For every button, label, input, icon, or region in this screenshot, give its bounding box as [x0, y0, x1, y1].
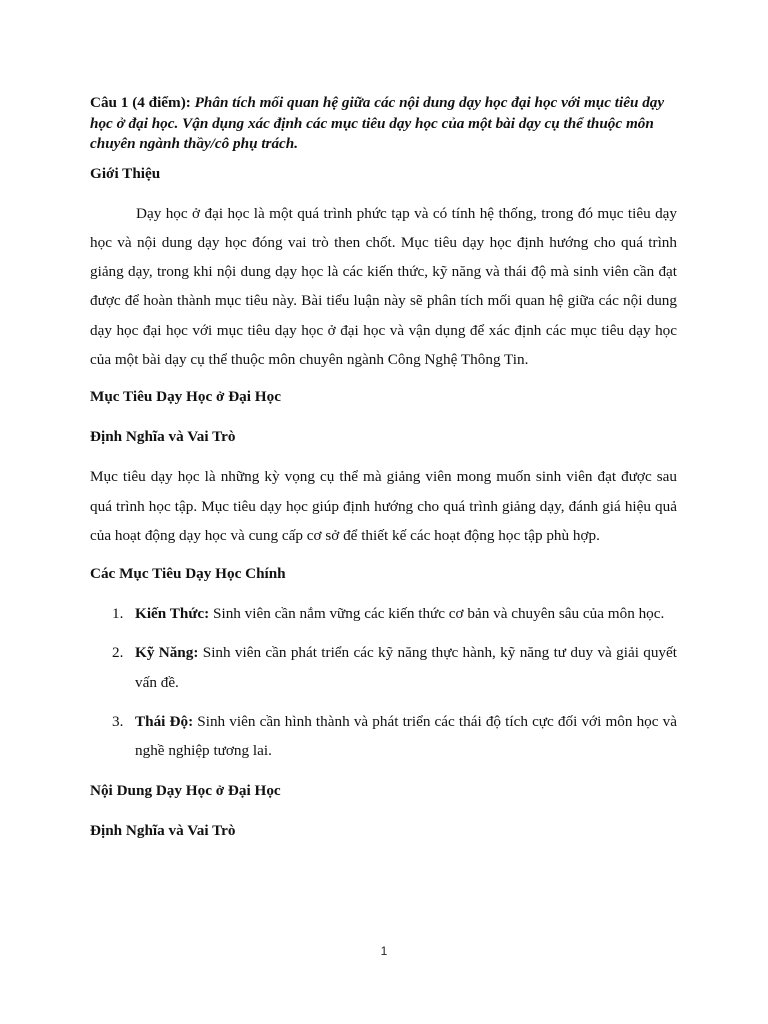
- page-content: [90, 93, 677, 841]
- main-objectives-heading: Các Mục Tiêu Dạy Học Chính: [90, 565, 286, 583]
- list-item-number: 3.: [112, 713, 124, 731]
- list-item: [90, 599, 677, 628]
- list-item-text: Sinh viên cần hình thành và phát triển các thái độ tích cực đối với môn học và nghề nghiệp tương lai.: [135, 713, 677, 760]
- list-item-term: Kỹ Năng:: [135, 644, 199, 662]
- intro-heading: Giới Thiệu: [90, 164, 161, 182]
- list-item-number: 2.: [112, 644, 124, 662]
- objectives-paragraph: Mục tiêu dạy học là những kỳ vọng cụ thể mà giảng viên mong muốn sinh viên đạt được sau quá trình học tập. Mục tiêu dạy học giúp định hướng cho quá trình giảng dạy, đánh giá hiệu quả của hoạt động dạy học và cung cấp cơ sở để thiết kế các hoạt động học tập phù hợp.: [90, 468, 677, 544]
- list-item-term: Kiến Thức:: [135, 605, 210, 623]
- main-objectives-list: [90, 599, 677, 765]
- question-text: Phân tích mối quan hệ giữa các nội dung dạy học đại học với mục tiêu dạy học ở đại học. Vận dụng xác định các mục tiêu dạy học của một bài dạy cụ thể thuộc môn chuyên ngành thầy/cô phụ trách.: [90, 94, 665, 152]
- page-number: 1: [380, 944, 388, 958]
- list-item: [90, 707, 677, 766]
- content-definition-heading: Định Nghĩa và Vai Trò: [90, 821, 236, 839]
- list-item-text: Sinh viên cần nắm vững các kiến thức cơ bản và chuyên sâu của môn học.: [209, 605, 665, 623]
- list-item-text: Sinh viên cần phát triển các kỹ năng thực hành, kỹ năng tư duy và giải quyết vấn đề.: [135, 644, 677, 691]
- objectives-heading: Mục Tiêu Dạy Học ở Đại Học: [90, 388, 281, 406]
- question-label: Câu 1 (4 điểm):: [90, 94, 191, 111]
- intro-paragraph: Dạy học ở đại học là một quá trình phức tạp và có tính hệ thống, trong đó mục tiêu dạy học và nội dung dạy học đóng vai trò then chốt. Mục tiêu dạy học định hướng cho quá trình giảng dạy, trong khi nội dung dạy học là các kiến thức, kỹ năng và thái độ mà sinh viên cần đạt được để hoàn thành mục tiêu này. Bài tiểu luận này sẽ phân tích mối quan hệ giữa các nội dung dạy học đại học với mục tiêu dạy học ở đại học và vận dụng để xác định các mục tiêu dạy học của một bài dạy cụ thể thuộc môn chuyên ngành Công Nghệ Thông Tin.: [90, 204, 677, 368]
- question-prompt: [90, 93, 677, 155]
- list-item: [90, 638, 677, 697]
- objectives-definition-heading: Định Nghĩa và Vai Trò: [90, 428, 236, 446]
- content-heading: Nội Dung Dạy Học ở Đại Học: [90, 781, 281, 799]
- list-item-term: Thái Độ:: [135, 713, 194, 731]
- list-item-number: 1.: [112, 605, 124, 623]
